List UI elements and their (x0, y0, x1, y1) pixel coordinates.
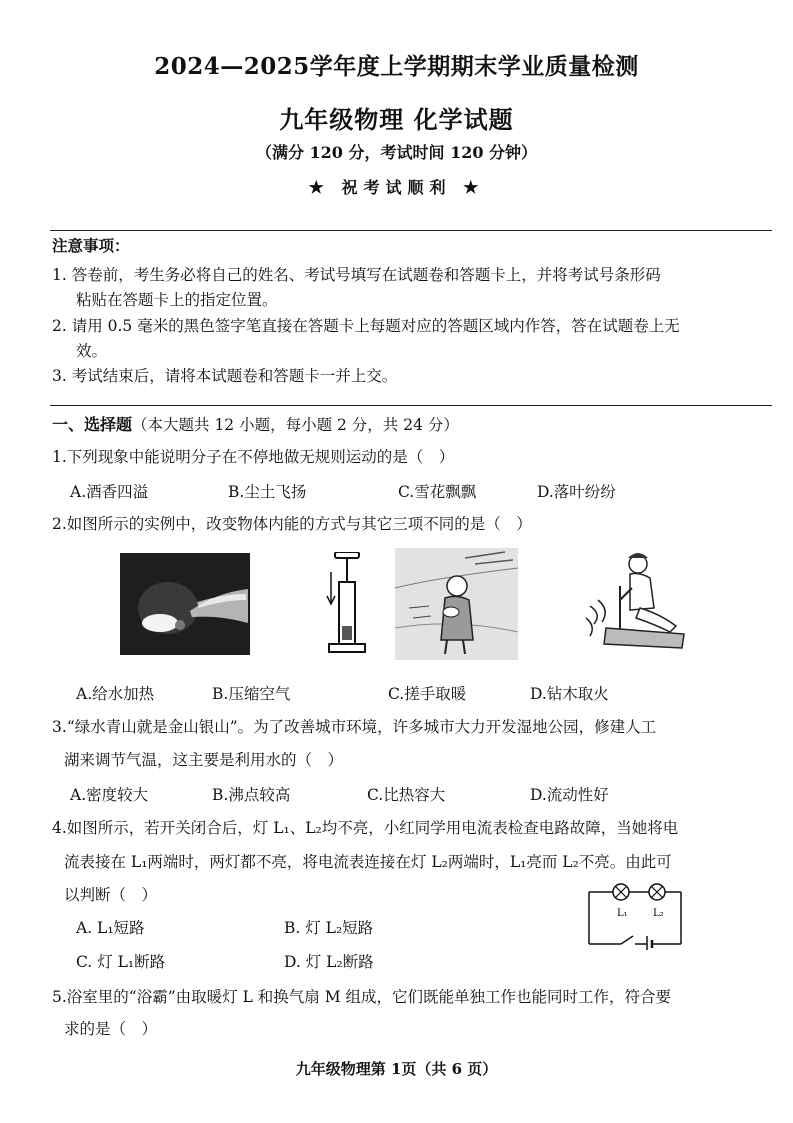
question-stem-cont: 湖来调节气温，这主要是利用水的（ ） (64, 751, 344, 769)
score-info: （满分 120 分，考试时间 120 分钟） (255, 143, 538, 162)
question-stem-cont: 求的是（ ） (64, 1020, 158, 1038)
notice-item: 3. 考试结束后，请将本试题卷和答题卡一并上交。 (52, 367, 398, 385)
option-b: B. 灯 L₂短路 (284, 919, 374, 937)
exam-subtitle: 九年级物理 化学试题 (279, 105, 514, 134)
blessing-text: 祝考试顺利 (341, 178, 452, 197)
option-c: C.雪花飘飘 (398, 483, 477, 501)
option-a: A.酒香四溢 (70, 483, 149, 501)
option-c: C. 灯 L₁断路 (76, 953, 166, 971)
option-d: D.落叶纷纷 (537, 483, 616, 501)
air-compression-figure (325, 552, 370, 658)
option-a: A.给水加热 (76, 685, 155, 703)
drilling-wood-figure (580, 548, 690, 658)
notice-heading: 注意事项： (52, 236, 130, 255)
option-b: B.压缩空气 (212, 685, 291, 703)
option-b: B.沸点较高 (212, 786, 291, 804)
page-footer: 九年级物理第 1页（共 6 页） (295, 1060, 498, 1078)
question-stem: 3.“绿水青山就是金山银山”。为了改善城市环境，许多城市大力开发湿地公园，修建人工 (52, 718, 657, 736)
notice-item: 粘贴在答题卡上的指定位置。 (76, 291, 278, 309)
option-b: B.尘土飞扬 (228, 483, 307, 501)
option-a: A. L₁短路 (76, 919, 145, 937)
question-stem-cont: 流表接在 L₁两端时，两灯都不亮，将电流表连接在灯 L₂两端时，L₁亮而 L₂不亮。由此可 (64, 853, 672, 871)
rubbing-hands-figure (395, 548, 518, 660)
star-icon: ★ (463, 178, 485, 198)
kettle-heating-figure (120, 553, 250, 655)
notice-item: 2. 请用 0.5 毫米的黑色签字笔直接在答题卡上每题对应的答题区域内作答，答在试题卷上无 (52, 317, 680, 335)
notice-item: 效。 (76, 342, 108, 360)
option-c: C.搓手取暖 (388, 685, 467, 703)
question-stem-cont: 以判断（ ） (64, 886, 158, 904)
question-stem: 5.浴室里的“浴霸”由取暖灯 L 和换气扇 M 组成，它们既能单独工作也能同时工作，符合要 (52, 988, 672, 1006)
section-desc: （本大题共 12 小题，每小题 2 分，共 24 分） (132, 416, 459, 434)
notice-item: 1. 答卷前，考生务必将自己的姓名、考试号填写在试题卷和答题卡上，并将考试号条形码 (52, 266, 661, 284)
section-title: 一、选择题 (52, 415, 133, 434)
option-c: C.比热容大 (367, 786, 446, 804)
exam-title: 2024—2025学年度上学期期末学业质量检测 (154, 53, 639, 80)
section-heading (52, 415, 459, 435)
question-stem: 2.如图所示的实例中，改变物体内能的方式与其它三项不同的是（ ） (52, 515, 532, 533)
lamp-label-l2: L₂ (653, 908, 664, 919)
option-d: D.钻木取火 (530, 685, 609, 703)
lamp-label-l1: L₁ (617, 908, 628, 919)
question-stem: 1.下列现象中能说明分子在不停地做无规则运动的是（ ） (52, 448, 455, 466)
divider (50, 230, 772, 231)
option-d: D. 灯 L₂断路 (284, 953, 374, 971)
option-d: D.流动性好 (530, 786, 609, 804)
divider (50, 405, 772, 406)
star-icon: ★ (308, 178, 330, 198)
blessing-line (0, 175, 793, 198)
option-a: A.密度较大 (70, 786, 149, 804)
question-stem: 4.如图所示，若开关闭合后，灯 L₁、L₂均不亮，小红同学用电流表检查电路故障，当她将电 (52, 819, 679, 837)
circuit-diagram (585, 880, 685, 950)
